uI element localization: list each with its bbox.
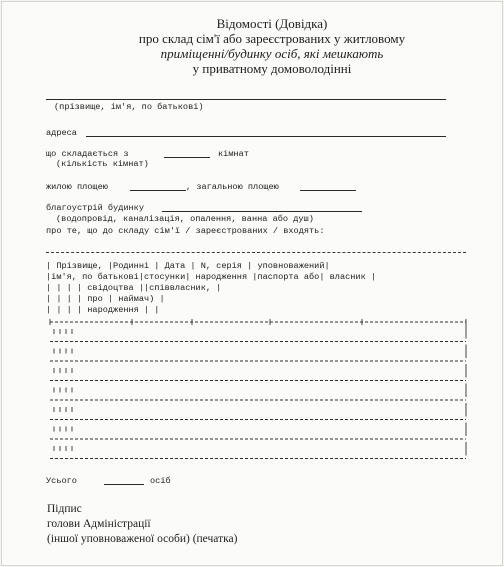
header-row-1: | Прізвище, |Родинні | Дата | N, серія | уповноважений| <box>46 261 330 271</box>
header-row-3: | | | | свідоцтва ||співвласник, | <box>46 283 222 293</box>
address-label: адреса <box>46 128 77 138</box>
table-grid <box>2 2 502 565</box>
signature-line-1: Підпис <box>47 503 82 515</box>
total-label: Усього <box>46 476 77 486</box>
header-row-2: |ім'я, по батькові|стосунки| народження |паспорта або| власник | <box>46 272 377 282</box>
title-line-3: приміщенні/будинку осіб, які мешкають <box>160 46 384 61</box>
rooms-caption: (кількість кімнат) <box>56 159 149 169</box>
rooms-suffix: кімнат <box>218 149 249 159</box>
title-line-2: про склад сім'ї або зареєстрованих у житловому <box>138 31 406 46</box>
total-field-line[interactable] <box>104 484 144 485</box>
rooms-prefix: що складається з <box>46 149 129 159</box>
amenities-label: благоустрій будинку <box>46 203 144 213</box>
header-row-4: | | | | про | наймач) | <box>46 294 165 304</box>
signature-block <box>47 502 237 547</box>
header-row-5: | | | | народження | | <box>46 305 160 315</box>
living-area-label: жилою площею <box>46 182 108 192</box>
total-suffix: осіб <box>150 476 171 486</box>
composition-line: про те, що до складу сім'ї / зареєстрованих / входять: <box>46 226 325 236</box>
title-line-1: Відомості (Довідка) <box>216 16 328 31</box>
name-caption: (прізвище, ім'я, по батькові) <box>54 102 204 112</box>
document-page <box>1 1 503 566</box>
total-area-label: , загальною площею <box>186 182 279 192</box>
signature-line-3: (іншої уповноваженої особи) (печатка) <box>47 533 238 545</box>
amenities-caption: (водопровід, каналізація, опалення, ванна або душ) <box>56 214 314 224</box>
signature-line-2: голови Адміністрації <box>47 518 151 530</box>
title-line-4: у приватному домоволодінні <box>192 61 352 76</box>
